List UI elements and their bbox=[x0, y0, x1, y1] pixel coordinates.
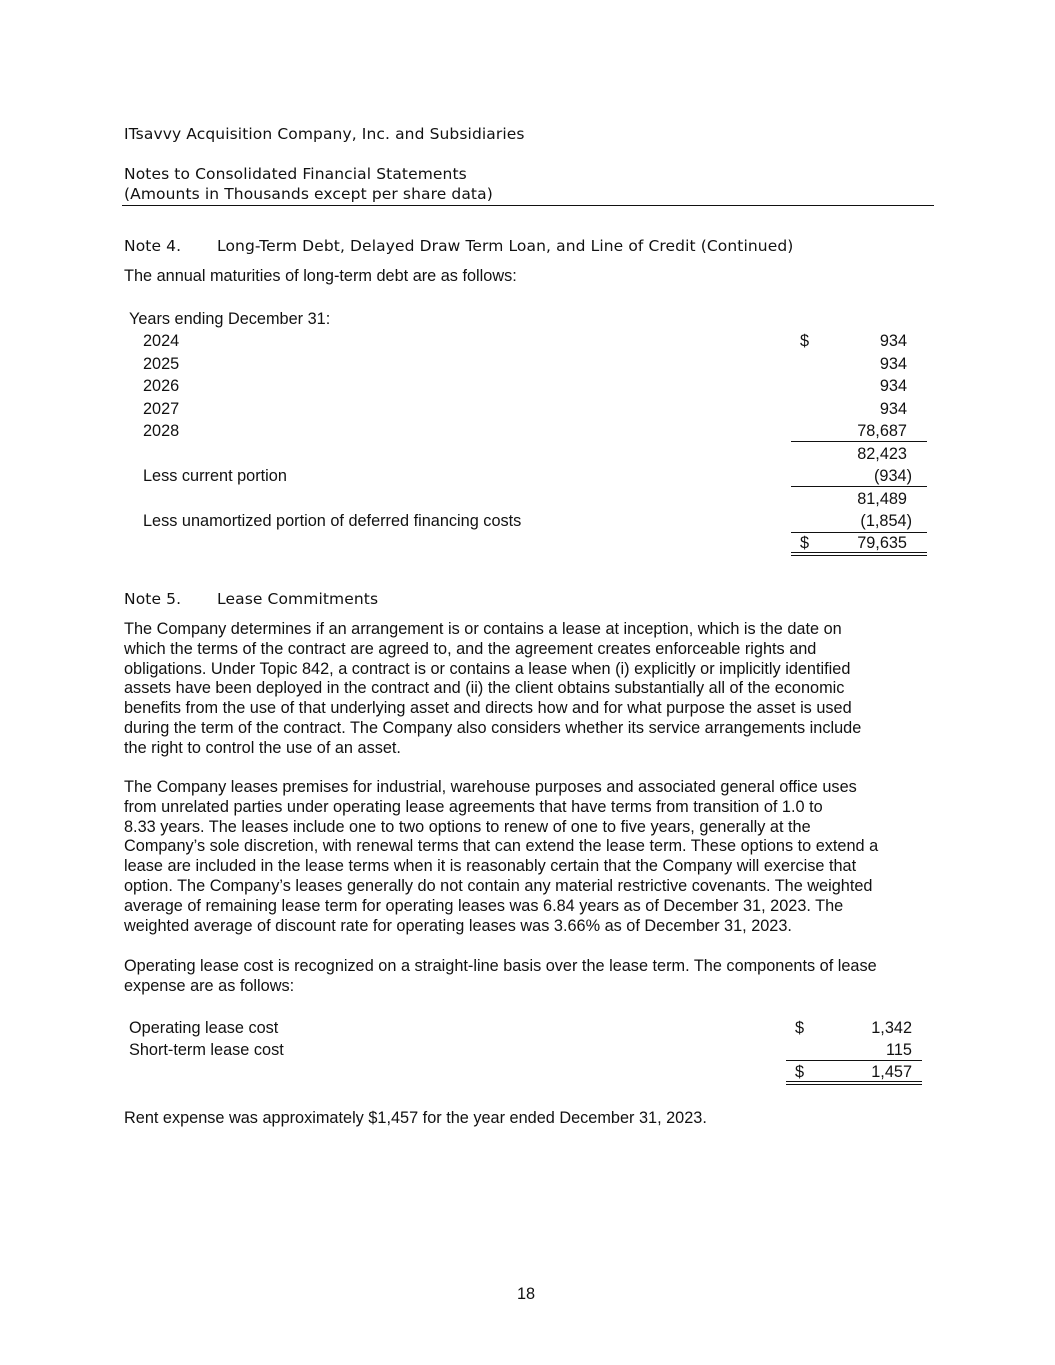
total-double-rule bbox=[791, 552, 927, 553]
paragraph-line: assets have been deployed in the contract and (ii) the client obtains substantially all of the economic bbox=[124, 679, 845, 698]
subtotal-rule bbox=[791, 486, 927, 487]
document-subtitle: (Amounts in Thousands except per share data) bbox=[124, 185, 493, 203]
currency-symbol: $ bbox=[800, 332, 810, 350]
table-row-value: 934 bbox=[879, 377, 907, 395]
note5-number: Note 5. bbox=[124, 590, 182, 608]
note5-paragraph-3 bbox=[124, 957, 929, 997]
document-title: Notes to Consolidated Financial Statements bbox=[124, 165, 467, 183]
header-divider bbox=[122, 205, 934, 206]
note4-title: Long-Term Debt, Delayed Draw Term Loan, and Line of Credit (Continued) bbox=[217, 237, 794, 255]
note5-paragraph-1 bbox=[124, 620, 929, 759]
company-name: ITsavvy Acquisition Company, Inc. and Subsidiaries bbox=[124, 125, 525, 143]
table-row-value: 115 bbox=[886, 1041, 912, 1059]
paragraph-line: average of remaining lease term for operating leases was 6.84 years as of December 31, 2023. The bbox=[124, 896, 844, 915]
rent-expense-sentence: Rent expense was approximately $1,457 for the year ended December 31, 2023. bbox=[124, 1109, 707, 1127]
paragraph-line: expense are as follows: bbox=[124, 976, 295, 995]
note4-number: Note 4. bbox=[124, 237, 182, 255]
paragraph-line: benefits from the use of that underlying asset and directs how and for what purpose the asset is used bbox=[124, 699, 852, 718]
table-row-label: 2025 bbox=[143, 355, 180, 373]
note4-intro: The annual maturities of long-term debt are as follows: bbox=[124, 267, 517, 285]
page-number: 18 bbox=[517, 1285, 536, 1303]
table-row-label: Operating lease cost bbox=[129, 1019, 279, 1037]
years-label: Years ending December 31: bbox=[129, 310, 331, 328]
total-double-rule bbox=[786, 1081, 922, 1082]
table-row-value: 934 bbox=[879, 400, 907, 418]
note5-paragraph-2 bbox=[124, 778, 929, 936]
subtotal-value: 81,489 bbox=[857, 490, 907, 508]
table-row-value: 78,687 bbox=[857, 422, 907, 440]
table-row-value: 934 bbox=[879, 355, 907, 373]
paragraph-line: the right to control the use of an asset. bbox=[124, 738, 401, 757]
paragraph-line: weighted average of discount rate for operating leases was 3.66% as of December 31, 2023. bbox=[124, 916, 792, 935]
note5-title: Lease Commitments bbox=[217, 590, 379, 608]
total-double-rule bbox=[786, 1084, 922, 1085]
subtotal-rule bbox=[786, 1060, 922, 1061]
lease-total-value: 1,457 bbox=[871, 1063, 912, 1081]
less-deferred-value: (1,854) bbox=[860, 512, 912, 530]
paragraph-line: 8.33 years. The leases include one to two options to renew of one to five years, generally at the bbox=[124, 817, 811, 836]
table-row-label: 2026 bbox=[143, 377, 180, 395]
paragraph-line: Operating lease cost is recognized on a straight-line basis over the lease term. The components of lease bbox=[124, 957, 877, 975]
less-deferred-label: Less unamortized portion of deferred financing costs bbox=[143, 512, 522, 530]
paragraph-line: obligations. Under Topic 842, a contract is or contains a lease when (i) explicitly or implicitly identified bbox=[124, 659, 851, 678]
paragraph-line: which the terms of the contract are agreed to, and the agreement creates enforceable rights and bbox=[124, 639, 817, 658]
currency-symbol: $ bbox=[795, 1019, 805, 1037]
less-current-value: (934) bbox=[873, 467, 912, 485]
table-row-label: 2028 bbox=[143, 422, 180, 440]
table-row-label: 2024 bbox=[143, 332, 180, 350]
table-row-label: Short-term lease cost bbox=[129, 1041, 284, 1059]
currency-symbol: $ bbox=[800, 534, 810, 552]
paragraph-line: Company’s sole discretion, with renewal terms that can extend the lease term. These options to extend a bbox=[124, 837, 879, 856]
paragraph-line: option. The Company’s leases generally do not contain any material restrictive covenants. The weighted bbox=[124, 876, 873, 895]
total-double-rule bbox=[791, 555, 927, 556]
total-value: 79,635 bbox=[857, 534, 907, 552]
subtotal-value: 82,423 bbox=[857, 445, 907, 463]
paragraph-line: The Company determines if an arrangement is or contains a lease at inception, which is the date on bbox=[124, 620, 842, 638]
table-row-value: 934 bbox=[879, 332, 907, 350]
table-row-value: 1,342 bbox=[871, 1019, 912, 1037]
currency-symbol: $ bbox=[795, 1063, 805, 1081]
paragraph-line: during the term of the contract. The Company also considers whether its service arrangements include bbox=[124, 718, 862, 737]
paragraph-line: from unrelated parties under operating lease agreements that have terms from transition of 1.0 to bbox=[124, 797, 823, 816]
less-current-label: Less current portion bbox=[143, 467, 287, 485]
paragraph-line: lease are included in the lease terms when it is reasonably certain that the Company will exercise that bbox=[124, 857, 857, 876]
table-row-label: 2027 bbox=[143, 400, 180, 418]
paragraph-line: The Company leases premises for industrial, warehouse purposes and associated general office uses bbox=[124, 778, 857, 796]
subtotal-rule bbox=[791, 441, 927, 442]
